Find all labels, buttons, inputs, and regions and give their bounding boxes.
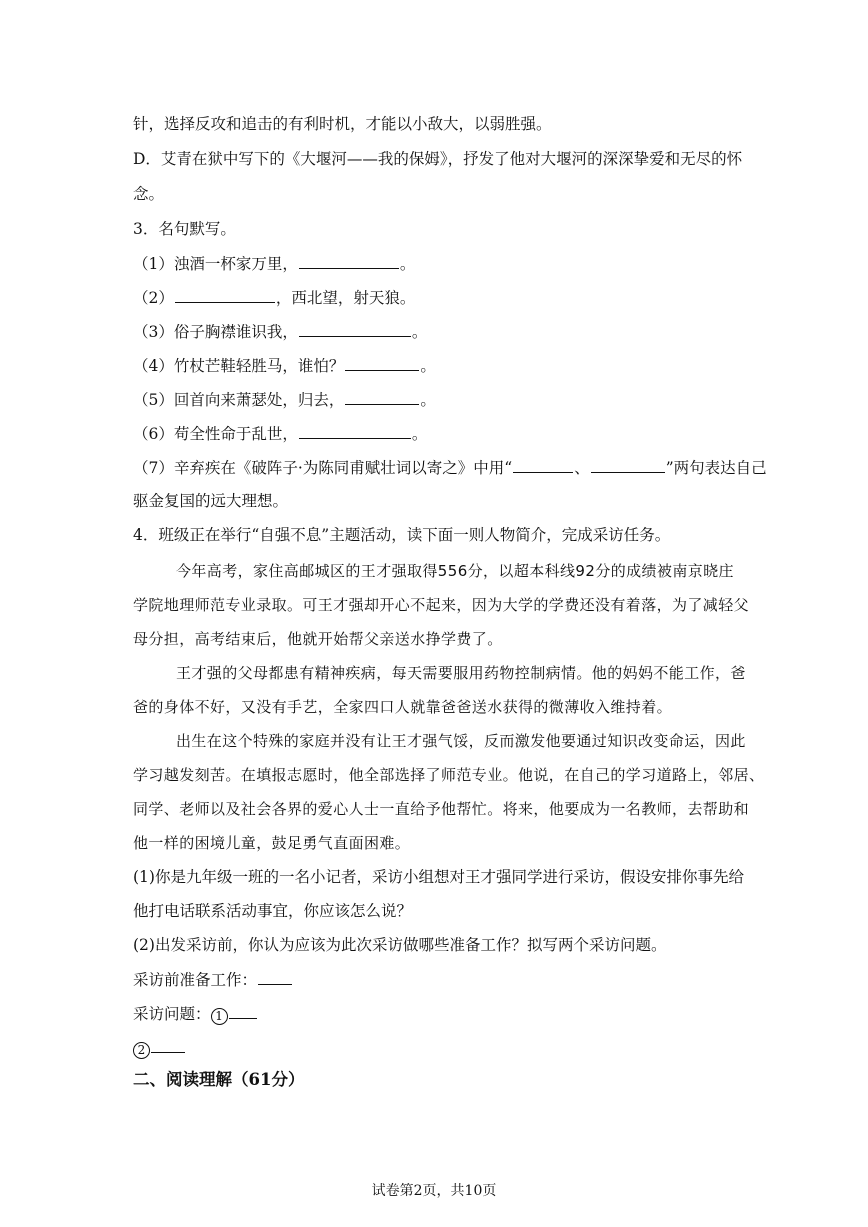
- text-line: D．艾青在狱中写下的《大堰河——我的保姆》，抒发了他对大堰河的深深挚爱和无尽的怀: [133, 150, 743, 168]
- answer-blank[interactable]: [229, 1003, 257, 1019]
- answer-blank[interactable]: [513, 457, 573, 473]
- question-3-title: 3．名句默写。: [133, 220, 236, 238]
- passage-line: 学习越发刻苦。在填报志愿时，他全部选择了师范专业。他说，在自己的学习道路上，邻居、: [133, 766, 765, 784]
- item-text: （5）回首向来萧瑟处，归去，: [133, 391, 345, 409]
- prep-work-label: 采访前准备工作：: [133, 971, 258, 989]
- item-text: 。: [420, 357, 436, 375]
- passage-line: 母分担，高考结束后，他就开始帮父亲送水挣学费了。: [133, 630, 503, 648]
- answer-blank[interactable]: [151, 1037, 185, 1053]
- item-text: （4）竹杖芒鞋轻胜马，谁怕？: [133, 357, 345, 375]
- answer-blank[interactable]: [175, 287, 275, 303]
- interview-question-line: [133, 1003, 258, 1025]
- item-text: （1）浊酒一杯家万里，: [133, 255, 298, 273]
- passage-line: 出生在这个特殊的家庭并没有让王才强气馁，反而激发他要通过知识改变命运，因此: [176, 732, 746, 750]
- answer-blank[interactable]: [299, 321, 411, 337]
- item-text: ”两句表达自己: [665, 459, 767, 477]
- item-text: （2）: [133, 289, 174, 307]
- fill-item-6: [133, 423, 427, 444]
- page-footer: 试卷第2页，共10页: [371, 1183, 497, 1199]
- fill-item-5: [133, 389, 436, 410]
- sub-question-1: (1)你是九年级一班的一名小记者，采访小组想对王才强同学进行采访，假设安排你事先给: [133, 868, 744, 886]
- fill-item-4: [133, 355, 436, 376]
- text-line: 念。: [133, 185, 165, 203]
- item-text: （7）辛弃疾在《破阵子·为陈同甫赋壮词以寄之》中用“: [133, 459, 513, 477]
- fill-item-7: [133, 457, 767, 478]
- passage-line: 王才强的父母都患有精神疾病，每天需要服用药物控制病情。他的妈妈不能工作，爸: [176, 664, 746, 682]
- passage-line: 他一样的困境儿童，鼓足勇气直面困难。: [133, 834, 411, 852]
- interview-question-label: 采访问题：: [133, 1005, 211, 1023]
- section-heading: 二、阅读理解（61分）: [133, 1070, 305, 1089]
- item-text: （6）苟全性命于乱世，: [133, 425, 298, 443]
- text-line: 驱金复国的远大理想。: [133, 492, 289, 510]
- circled-number-1: 1: [211, 1008, 228, 1025]
- answer-blank[interactable]: [258, 969, 292, 985]
- interview-question-line: [133, 1037, 186, 1059]
- passage-line: 爸的身体不好，又没有手艺，全家四口人就靠爸爸送水获得的微薄收入维持着。: [133, 698, 673, 716]
- sub-question-1: 他打电话联系活动事宜，你应该怎么说？: [133, 902, 413, 920]
- item-text: （3）俗子胸襟谁识我，: [133, 323, 298, 341]
- passage-line: 同学、老师以及社会各界的爱心人士一直给予他帮忙。将来，他要成为一名教师，去帮助和: [133, 800, 750, 818]
- answer-blank[interactable]: [345, 355, 419, 371]
- fill-item-2: [133, 287, 415, 308]
- sub-question-2: (2)出发采访前，你认为应该为此次采访做哪些准备工作？拟写两个采访问题。: [133, 936, 667, 954]
- item-text: 。: [399, 255, 416, 273]
- answer-blank[interactable]: [299, 253, 399, 269]
- text-line: 针，选择反攻和追击的有利时机，才能以小敌大，以弱胜强。: [133, 115, 552, 133]
- item-text: 。: [411, 323, 428, 341]
- prep-work-line: [133, 969, 293, 990]
- passage-line: 学院地理师范专业录取。可王才强却开心不起来，因为大学的学费还没有着落，为了减轻父: [133, 596, 750, 614]
- circled-number-2: 2: [133, 1042, 150, 1059]
- item-text: ，西北望，射天狼。: [275, 289, 416, 307]
- item-text: 。: [411, 425, 428, 443]
- answer-blank[interactable]: [345, 389, 419, 405]
- fill-item-1: [133, 253, 415, 274]
- answer-blank[interactable]: [591, 457, 665, 473]
- passage-line: 今年高考，家住高邮城区的王才强取得556分，以超本科线92分的成绩被南京晓庄: [176, 562, 734, 580]
- answer-blank[interactable]: [299, 423, 411, 439]
- item-text: 、: [574, 459, 590, 477]
- item-text: 。: [420, 391, 436, 409]
- question-4-title: 4．班级正在举行“自强不息”主题活动，读下面一则人物简介，完成采访任务。: [133, 526, 671, 544]
- fill-item-3: [133, 321, 427, 342]
